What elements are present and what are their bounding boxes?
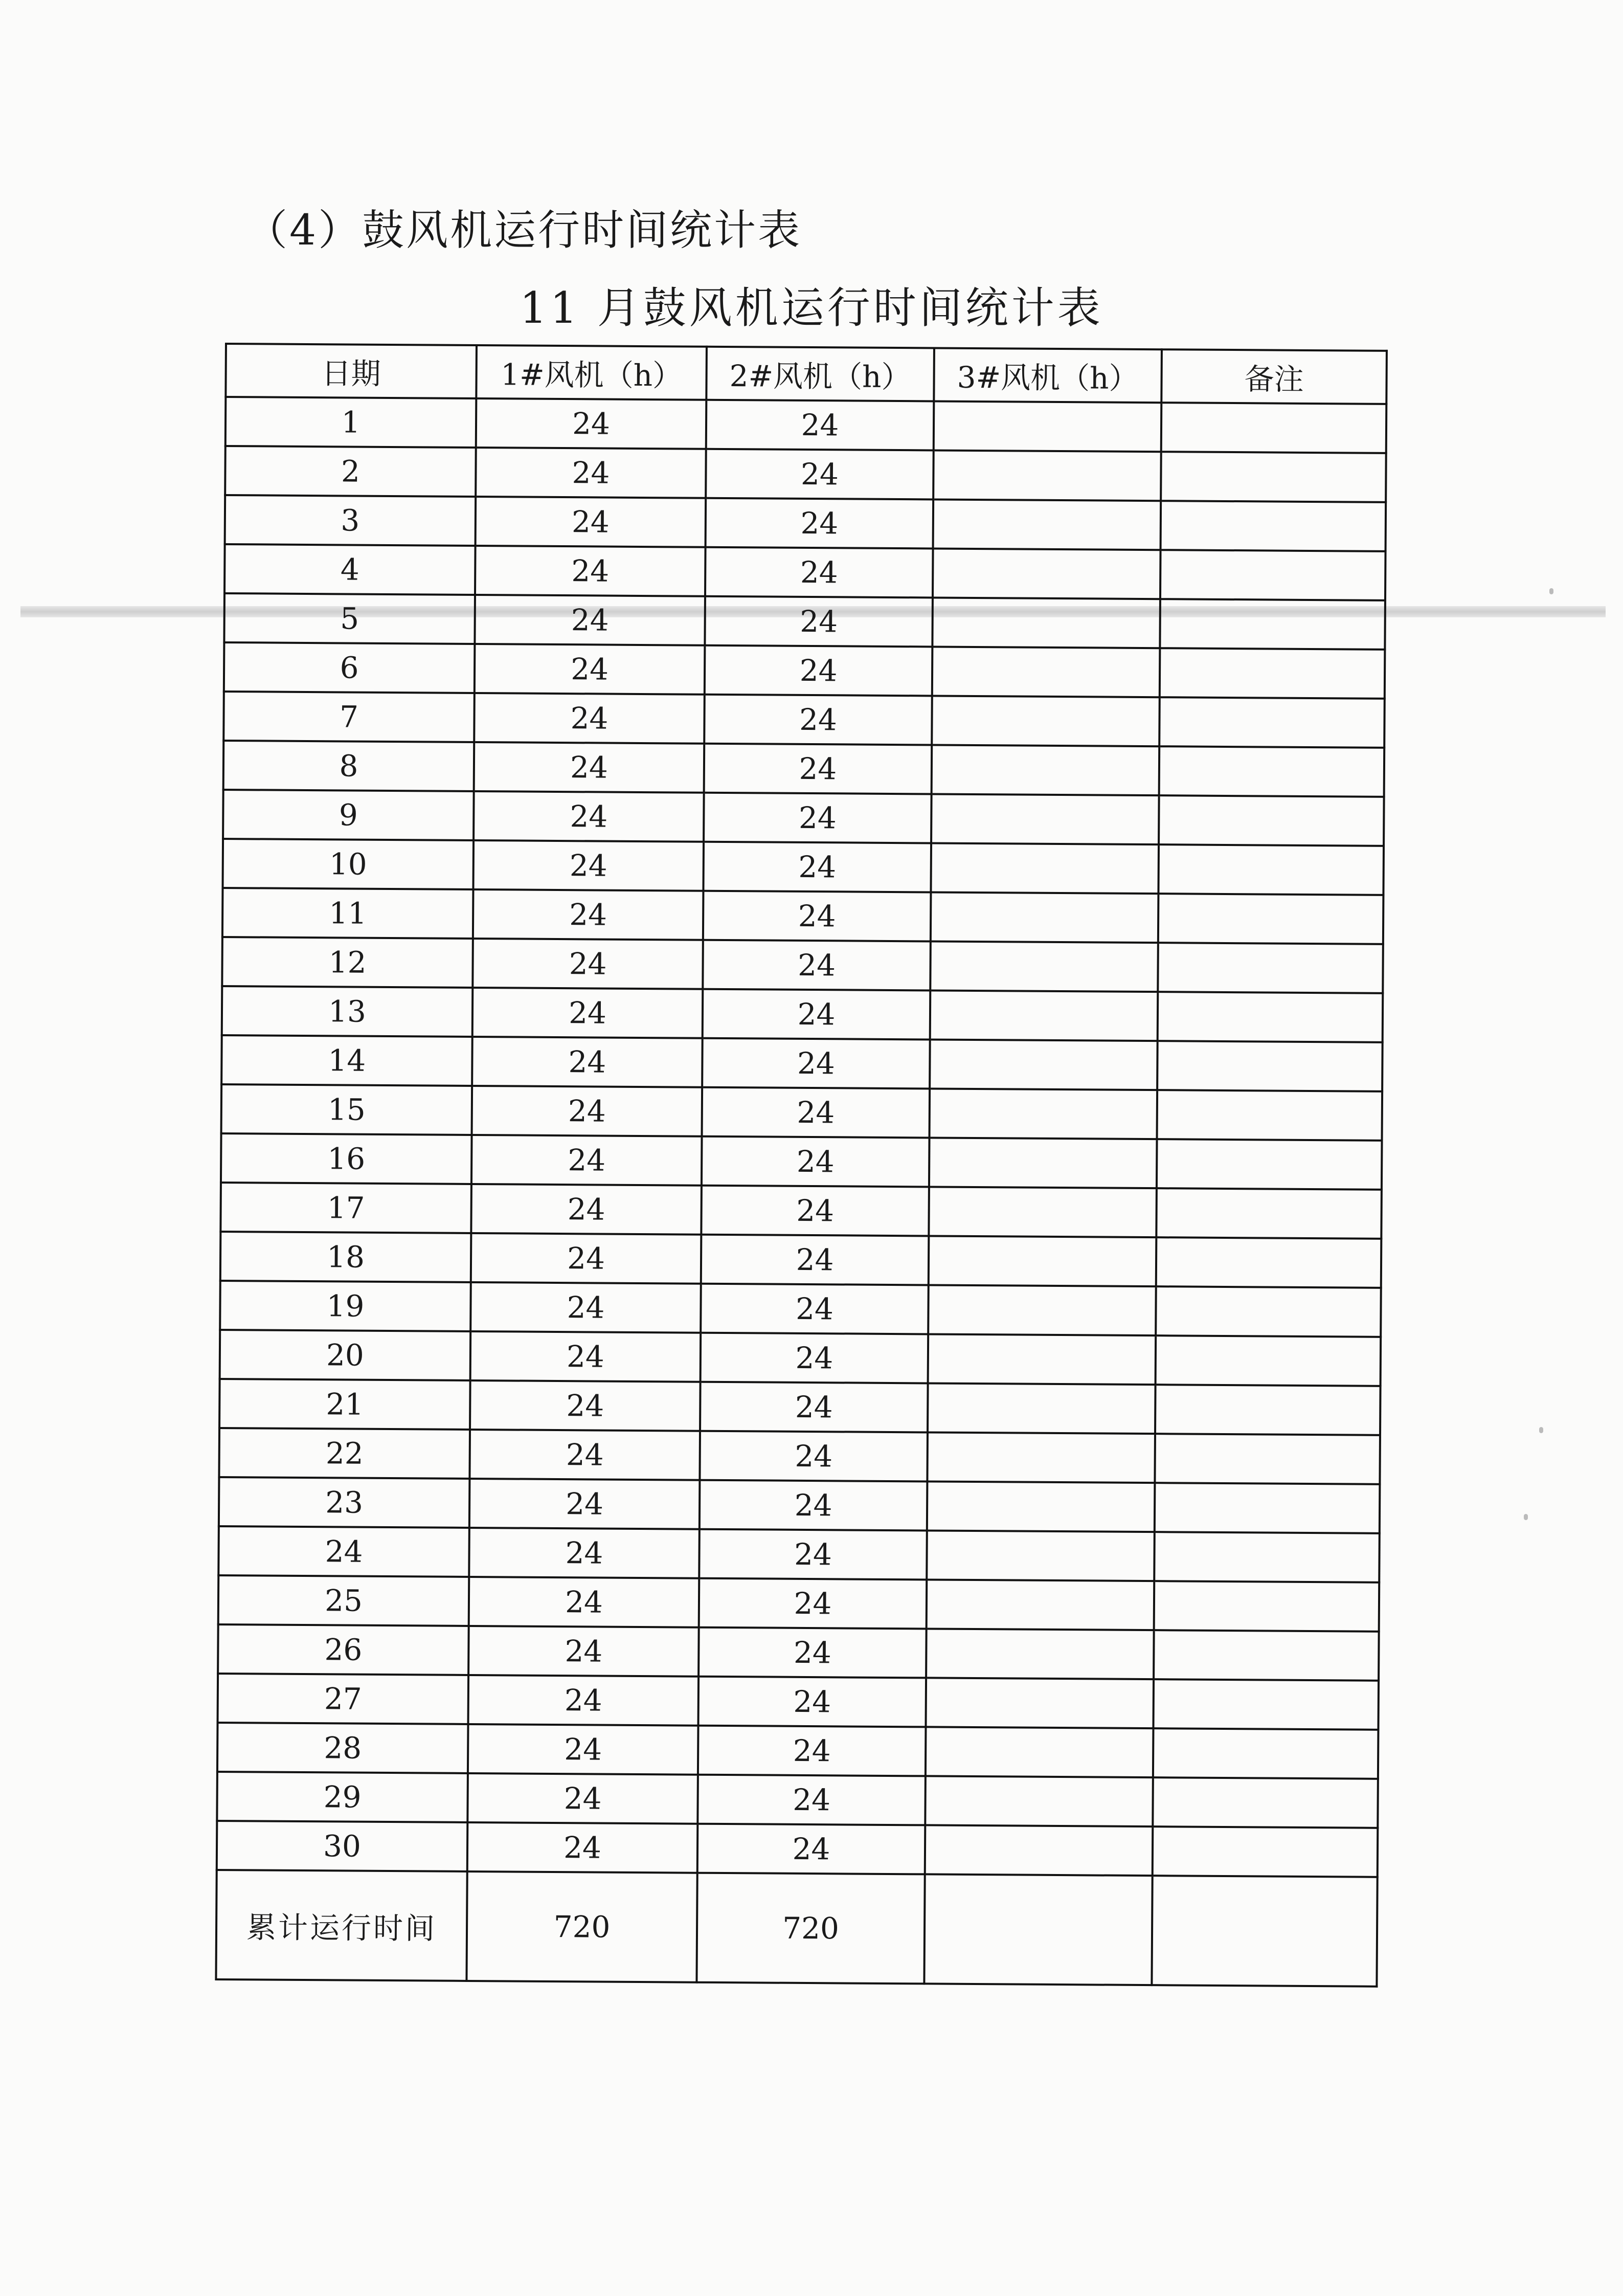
cell-note — [1161, 501, 1386, 551]
cell-fan2: 24 — [703, 891, 931, 942]
cell-fan2: 24 — [699, 1529, 927, 1580]
cell-date: 23 — [219, 1477, 470, 1528]
cell-date: 30 — [217, 1821, 468, 1871]
cell-fan2: 24 — [706, 449, 934, 500]
table-row — [218, 1624, 1379, 1681]
cell-note — [1155, 1434, 1380, 1484]
cell-fan3 — [930, 990, 1158, 1041]
cell-date: 10 — [222, 839, 474, 889]
cell-fan3 — [929, 1236, 1157, 1286]
cell-fan1: 24 — [469, 1430, 700, 1480]
cell-fan2: 24 — [700, 1382, 928, 1433]
cell-fan3 — [928, 1334, 1156, 1385]
cell-date: 6 — [224, 642, 475, 693]
total-row — [216, 1870, 1377, 1987]
cell-fan3 — [934, 401, 1162, 452]
cell-fan3 — [932, 597, 1160, 648]
cell-note — [1153, 1777, 1378, 1828]
table-row — [222, 888, 1384, 944]
table-row — [222, 937, 1383, 993]
cell-date: 5 — [224, 593, 475, 644]
table-row — [220, 1330, 1381, 1386]
total-note — [1152, 1876, 1377, 1987]
cell-note — [1157, 1139, 1382, 1190]
cell-date: 4 — [224, 544, 476, 595]
cell-fan3 — [927, 1579, 1155, 1630]
cell-fan3 — [933, 548, 1161, 599]
cell-fan2: 24 — [702, 1087, 930, 1138]
cell-note — [1156, 1335, 1381, 1386]
cell-fan1: 24 — [471, 1184, 702, 1235]
table-row — [224, 642, 1385, 699]
cell-date: 11 — [222, 888, 474, 939]
cell-note — [1154, 1581, 1380, 1632]
cell-date: 12 — [222, 937, 473, 988]
cell-date: 25 — [218, 1575, 469, 1626]
cell-note — [1156, 1286, 1381, 1337]
cell-fan1: 24 — [468, 1675, 699, 1726]
scan-speck — [1524, 1514, 1528, 1520]
cell-fan3 — [925, 1776, 1153, 1826]
table-row — [222, 839, 1384, 895]
cell-fan3 — [928, 1383, 1156, 1434]
cell-date: 14 — [221, 1035, 472, 1086]
cell-fan1: 24 — [469, 1577, 700, 1628]
table-row — [223, 692, 1385, 748]
cell-fan3 — [927, 1481, 1155, 1532]
cell-date: 20 — [220, 1330, 471, 1380]
table-row — [218, 1575, 1380, 1632]
cell-fan3 — [933, 450, 1161, 501]
table-row — [220, 1281, 1381, 1337]
cell-date: 24 — [218, 1526, 469, 1577]
cell-fan1: 24 — [469, 1528, 700, 1578]
cell-fan3 — [927, 1530, 1155, 1581]
cell-fan2: 24 — [704, 744, 932, 794]
cell-date: 8 — [223, 741, 475, 791]
cell-fan1: 24 — [470, 1331, 701, 1382]
table-row — [218, 1526, 1380, 1582]
cell-date: 19 — [220, 1281, 471, 1331]
cell-note — [1157, 1090, 1383, 1141]
cell-fan1: 24 — [476, 497, 706, 547]
cell-fan2: 24 — [701, 1235, 929, 1285]
table-row — [221, 1084, 1383, 1141]
table-row — [219, 1428, 1380, 1484]
cell-fan1: 24 — [468, 1724, 698, 1775]
scan-speck — [1539, 1427, 1543, 1433]
table-row — [225, 446, 1386, 502]
section-heading: （4）鼓风机运行时间统计表 — [245, 206, 802, 255]
cell-fan1: 24 — [475, 644, 705, 695]
cell-fan2: 24 — [704, 793, 932, 843]
cell-fan2: 24 — [703, 842, 931, 893]
cell-note — [1161, 452, 1386, 502]
table-row — [224, 544, 1386, 600]
table-row — [224, 593, 1385, 650]
cell-note — [1153, 1728, 1379, 1779]
table-row — [225, 495, 1386, 551]
cell-date: 9 — [223, 790, 474, 840]
cell-fan1: 24 — [470, 1282, 701, 1333]
table-header-row — [226, 344, 1387, 404]
cell-date: 15 — [221, 1084, 472, 1135]
header-note: 备注 — [1161, 349, 1387, 404]
cell-note — [1153, 1679, 1379, 1730]
table-row — [221, 1133, 1382, 1190]
cell-date: 29 — [217, 1772, 468, 1822]
cell-fan1: 24 — [474, 742, 705, 793]
cell-fan3 — [928, 1285, 1156, 1335]
cell-fan1: 24 — [473, 840, 704, 891]
cell-date: 3 — [225, 495, 476, 546]
cell-date: 16 — [221, 1133, 472, 1184]
cell-fan1: 24 — [469, 1479, 700, 1529]
cell-fan3 — [930, 1039, 1158, 1090]
cell-note — [1160, 599, 1385, 650]
cell-note — [1158, 943, 1383, 993]
header-fan2: 2#风机（h） — [706, 347, 934, 402]
cell-fan1: 24 — [475, 595, 705, 645]
fan-runtime-table — [215, 343, 1388, 1988]
cell-fan3 — [925, 1825, 1153, 1876]
header-fan3: 3#风机（h） — [934, 348, 1162, 403]
table-row — [217, 1723, 1379, 1779]
cell-fan3 — [931, 843, 1159, 894]
cell-fan3 — [926, 1629, 1154, 1679]
cell-fan2: 24 — [704, 695, 932, 745]
cell-fan1: 24 — [468, 1626, 699, 1677]
total-label: 累计运行时间 — [216, 1870, 467, 1981]
cell-fan2: 24 — [705, 645, 933, 696]
cell-fan2: 24 — [700, 1431, 928, 1482]
cell-fan2: 24 — [706, 498, 934, 549]
cell-date: 27 — [218, 1674, 469, 1724]
table-row — [223, 790, 1384, 846]
cell-date: 28 — [217, 1723, 468, 1773]
cell-fan1: 24 — [467, 1773, 698, 1824]
cell-fan3 — [926, 1678, 1154, 1728]
cell-fan2: 24 — [699, 1578, 927, 1629]
cell-note — [1153, 1826, 1378, 1877]
cell-fan1: 24 — [472, 939, 703, 989]
cell-fan3 — [929, 1187, 1157, 1237]
cell-fan3 — [932, 696, 1160, 746]
cell-fan3 — [933, 499, 1161, 550]
cell-note — [1154, 1630, 1379, 1681]
cell-date: 13 — [222, 986, 473, 1037]
cell-date: 7 — [223, 692, 475, 742]
cell-fan1: 24 — [475, 546, 706, 596]
table-row — [219, 1477, 1380, 1533]
cell-fan2: 24 — [702, 1136, 930, 1187]
cell-fan1: 24 — [476, 448, 706, 498]
cell-fan3 — [932, 745, 1160, 795]
cell-fan1: 24 — [472, 1037, 703, 1087]
cell-fan1: 24 — [474, 791, 704, 842]
cell-note — [1154, 1532, 1380, 1582]
cell-fan2: 24 — [703, 989, 931, 1040]
cell-date: 18 — [220, 1232, 471, 1282]
table-row — [226, 397, 1387, 453]
cell-note — [1158, 844, 1384, 895]
cell-fan1: 24 — [471, 1233, 702, 1284]
table-row — [220, 1183, 1382, 1239]
cell-fan1: 24 — [470, 1380, 701, 1431]
cell-fan2: 24 — [700, 1480, 928, 1531]
cell-date: 22 — [219, 1428, 470, 1479]
cell-fan1: 24 — [474, 693, 705, 744]
cell-note — [1161, 403, 1387, 453]
table-title: 11 月鼓风机运行时间统计表 — [520, 283, 1103, 333]
cell-fan2: 24 — [702, 1038, 930, 1089]
cell-fan3 — [931, 892, 1159, 943]
cell-fan3 — [926, 1727, 1154, 1777]
cell-note — [1155, 1385, 1381, 1435]
cell-note — [1159, 746, 1385, 797]
cell-fan1: 24 — [471, 1135, 702, 1186]
cell-note — [1156, 1237, 1382, 1288]
scan-speck — [1549, 588, 1553, 594]
cell-note — [1160, 648, 1385, 699]
cell-fan2: 24 — [697, 1824, 926, 1875]
cell-date: 17 — [220, 1183, 471, 1233]
table-row — [221, 1035, 1383, 1091]
cell-fan3 — [929, 1138, 1157, 1188]
cell-note — [1157, 1041, 1383, 1091]
cell-fan2: 24 — [706, 400, 934, 451]
cell-fan2: 24 — [705, 547, 933, 598]
cell-note — [1155, 1483, 1380, 1533]
header-date: 日期 — [226, 344, 477, 398]
total-fan2: 720 — [696, 1873, 925, 1984]
table-row — [218, 1674, 1379, 1730]
cell-fan2: 24 — [697, 1775, 926, 1825]
cell-note — [1158, 894, 1384, 944]
table-row — [217, 1772, 1378, 1828]
cell-date: 26 — [218, 1624, 469, 1675]
cell-fan2: 24 — [701, 1284, 929, 1334]
cell-note — [1159, 795, 1384, 846]
cell-date: 1 — [226, 397, 477, 448]
cell-fan2: 24 — [698, 1726, 926, 1776]
cell-note — [1160, 550, 1386, 600]
cell-fan1: 24 — [472, 988, 703, 1038]
cell-fan3 — [931, 794, 1159, 844]
cell-fan1: 24 — [467, 1822, 698, 1873]
cell-fan3 — [930, 1088, 1158, 1139]
cell-fan2: 24 — [705, 596, 933, 647]
header-fan1: 1#风机（h） — [476, 345, 707, 400]
cell-fan3 — [927, 1432, 1155, 1483]
total-fan3 — [924, 1874, 1152, 1985]
cell-date: 21 — [219, 1379, 470, 1430]
cell-note — [1156, 1188, 1382, 1239]
cell-fan2: 24 — [698, 1677, 927, 1727]
table-row — [223, 741, 1385, 797]
cell-fan2: 24 — [701, 1186, 929, 1236]
table-row — [219, 1379, 1381, 1435]
cell-fan2: 24 — [701, 1333, 929, 1384]
cell-fan3 — [930, 941, 1158, 992]
cell-fan1: 24 — [476, 398, 707, 449]
cell-fan3 — [932, 647, 1160, 697]
table-row — [220, 1232, 1382, 1288]
cell-fan1: 24 — [472, 1086, 703, 1136]
cell-note — [1159, 697, 1385, 748]
cell-note — [1158, 992, 1383, 1042]
cell-fan1: 24 — [473, 889, 704, 940]
cell-fan2: 24 — [703, 940, 931, 991]
cell-date: 2 — [225, 446, 476, 497]
cell-fan2: 24 — [698, 1628, 927, 1678]
total-fan1: 720 — [466, 1871, 697, 1982]
table-row — [222, 986, 1383, 1042]
table-row — [217, 1821, 1378, 1877]
